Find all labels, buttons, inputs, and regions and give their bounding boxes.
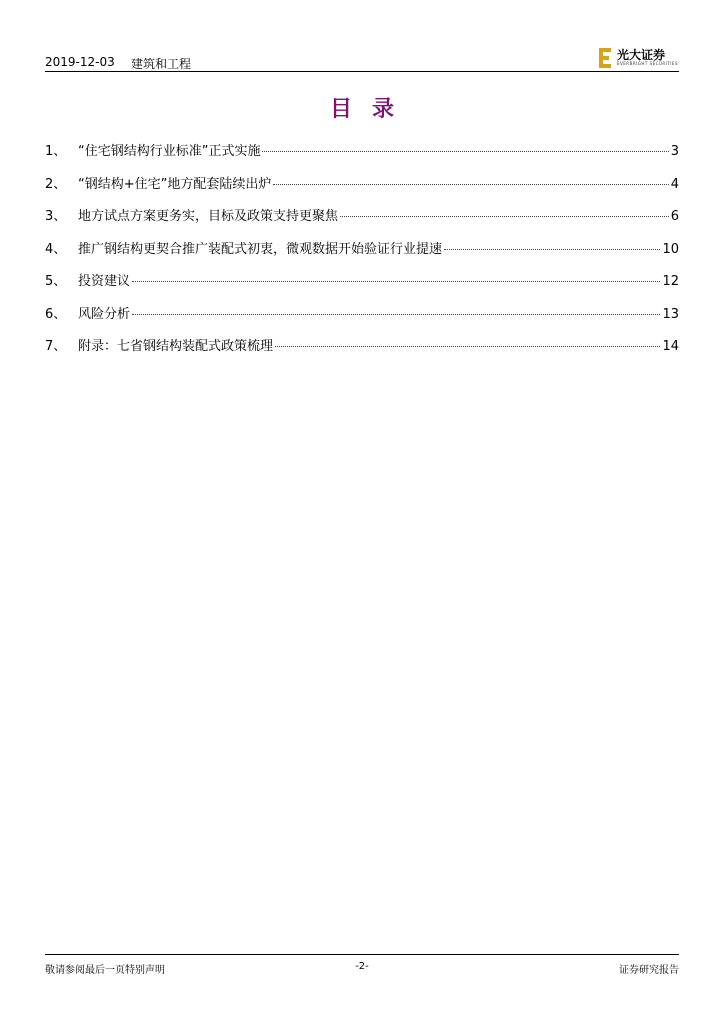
- toc-dot-leader: [444, 249, 660, 250]
- toc-dot-leader: [132, 281, 660, 282]
- toc-entry-number: 6、: [45, 306, 67, 322]
- footer-doc-type: 证券研究报告: [619, 965, 679, 976]
- toc-dot-leader: [132, 314, 660, 315]
- page-footer: [45, 961, 679, 977]
- toc-entry[interactable]: [45, 238, 679, 271]
- toc-entry-number: 4、: [45, 241, 67, 257]
- footer-page-number: -2-: [355, 961, 369, 972]
- footer-disclaimer: 敬请参阅最后一页特别声明: [45, 965, 165, 976]
- toc-dot-leader: [275, 346, 660, 347]
- header-divider: [45, 71, 679, 72]
- toc-entry-page: 6: [670, 209, 679, 224]
- toc-entry[interactable]: [45, 270, 679, 303]
- toc-entry-page: 3: [670, 144, 679, 159]
- toc-entry-number: 3、: [45, 209, 67, 224]
- toc-entry-page: 14: [662, 339, 679, 354]
- toc-entry[interactable]: [45, 303, 679, 336]
- toc-entry[interactable]: [45, 205, 679, 238]
- toc-entry-number: 5、: [45, 274, 67, 289]
- toc-dot-leader: [273, 184, 668, 185]
- toc-entry-title: 风险分析: [78, 306, 131, 322]
- toc-entry-title: 推广钢结构更契合推广装配式初衷，微观数据开始验证行业提速: [78, 241, 443, 257]
- page-header: [45, 40, 679, 72]
- toc-entry-number: 7、: [45, 339, 67, 354]
- toc-entry-title: 附录：七省钢结构装配式政策梳理: [78, 339, 274, 354]
- toc-entry-page: 10: [662, 241, 679, 257]
- toc-entry-page: 12: [662, 274, 679, 289]
- toc-dot-leader: [262, 151, 668, 152]
- footer-divider: [45, 954, 679, 955]
- logo-mark-icon: [599, 48, 613, 68]
- toc-entry-number: 2、: [45, 176, 67, 192]
- report-date: 2019-12-03: [45, 55, 115, 69]
- toc-entry-page: 4: [670, 176, 679, 192]
- logo-name-cn: 光大证券: [617, 48, 666, 62]
- toc-entry-title: “钢结构+住宅”地方配套陆续出炉: [78, 176, 272, 192]
- toc-entry-page: 13: [662, 306, 679, 322]
- toc-entry-title: 投资建议: [78, 274, 131, 289]
- logo-name-en: EVERBRIGHT SECURITIES: [617, 61, 679, 66]
- toc-dot-leader: [340, 216, 669, 217]
- table-of-contents: [45, 140, 679, 368]
- toc-entry[interactable]: [45, 335, 679, 368]
- report-sector: 建筑和工程: [131, 57, 192, 71]
- toc-entry[interactable]: [45, 140, 679, 173]
- company-logo: [599, 46, 679, 70]
- toc-entry-title: “住宅钢结构行业标准”正式实施: [78, 144, 261, 159]
- toc-entry[interactable]: [45, 173, 679, 206]
- toc-entry-title: 地方试点方案更务实，目标及政策支持更聚焦: [78, 209, 339, 224]
- toc-title: 目录: [329, 97, 414, 122]
- toc-entry-number: 1、: [45, 144, 67, 159]
